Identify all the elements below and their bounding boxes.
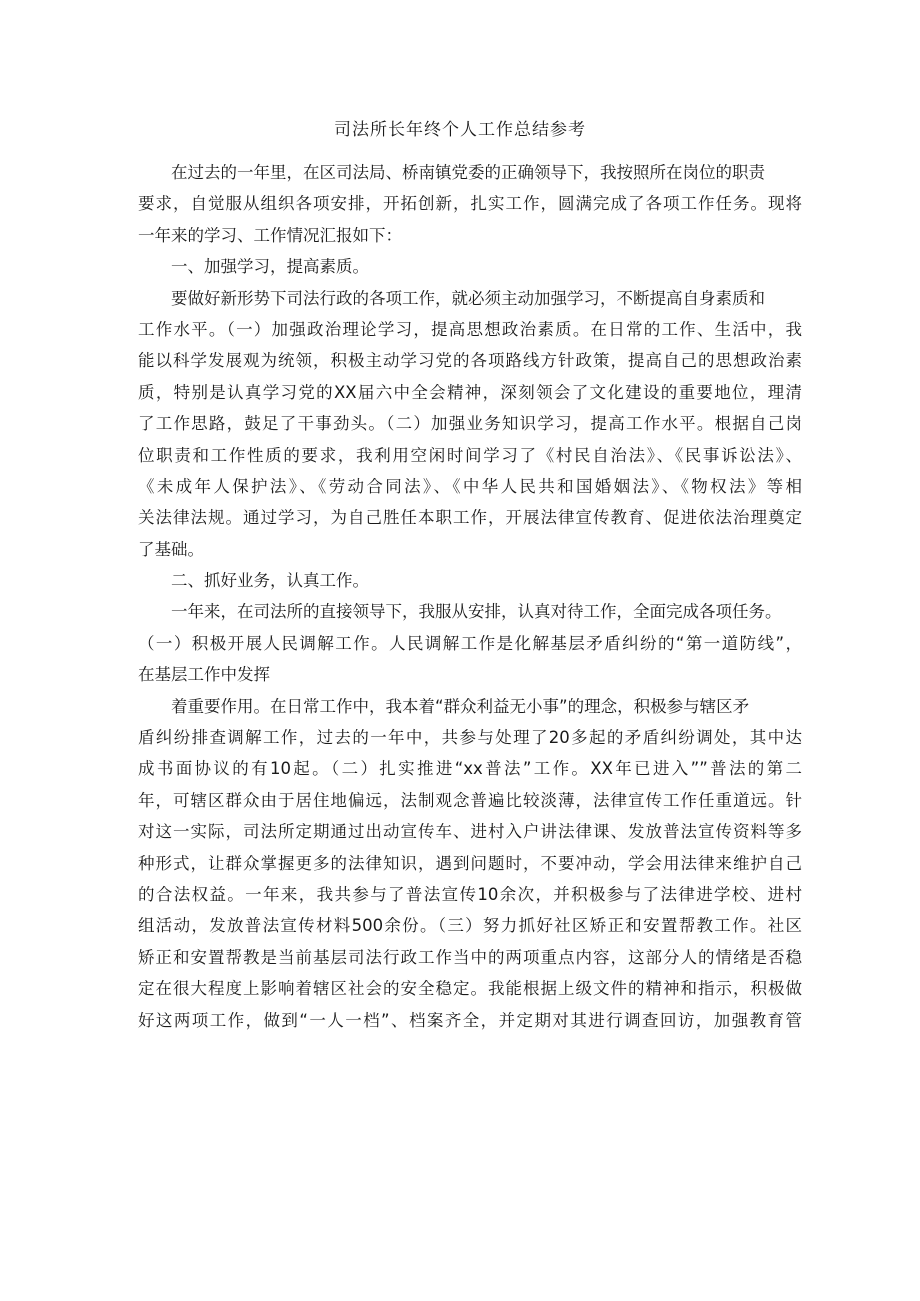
paragraph-line: 种形式，让群众掌握更多的法律知识，遇到问题时，不要冲动，学会用法律来维护自己 [138,853,802,873]
paragraph-line: （一）积极开展人民调解工作。人民调解工作是化解基层矛盾纠纷的“第一道防线”， [138,633,802,653]
paragraph-line: 好这两项工作，做到“一人一档”、档案齐全，并定期对其进行调查回访，加强教育管 [138,1010,802,1030]
paragraph-line: 对这一实际，司法所定期通过出动宣传车、进村入户讲法律课、发放普法宣传资料等多 [138,822,802,842]
paragraph-line: 质，特别是认真学习党的XX届六中全会精神，深刻领会了文化建设的重要地位，理清 [138,382,802,402]
paragraph-line: 的合法权益。一年来，我共参与了普法宣传10余次，并积极参与了法律进学校、进村 [138,884,802,904]
paragraph-line: 一年来，在司法所的直接领导下，我服从安排，认真对待工作，全面完成各项任务。 [138,602,782,622]
paragraph-line: 了基础。 [138,539,204,559]
paragraph-line: 关法律法规。通过学习，为自己胜任本职工作，开展法律宣传教育、促进依法治理奠定 [138,508,802,528]
paragraph-line: 位职责和工作性质的要求，我利用空闲时间学习了《村民自治法》、《民事诉讼法》、 [138,445,802,465]
paragraph-line: 盾纠纷排查调解工作，过去的一年中，共参与处理了20多起的矛盾纠纷调处，其中达 [138,728,802,748]
paragraph-line: 了工作思路，鼓足了干事劲头。（二）加强业务知识学习，提高工作水平。根据自己岗 [138,414,802,434]
paragraph-line: 《未成年人保护法》、《劳动合同法》、《中华人民共和国婚姻法》、《物权法》等相 [138,476,802,496]
section-heading: 一、加强学习，提高素质。 [138,257,369,277]
paragraph-line: 要做好新形势下司法行政的各项工作，就必须主动加强学习，不断提高自身素质和 [138,288,765,308]
paragraph-line: 工作水平。（一）加强政治理论学习，提高思想政治素质。在日常的工作、生活中，我 [138,319,802,339]
paragraph-line: 成书面协议的有10起。（二）扎实推进“xx普法”工作。XX年已进入””普法的第二 [138,759,802,779]
paragraph-line: 在过去的一年里，在区司法局、桥南镇党委的正确领导下，我按照所在岗位的职责 [138,163,765,182]
paragraph-line: 组活动，发放普法宣传材料500余份。（三）努力抓好社区矫正和安置帮教工作。社区 [138,916,802,936]
paragraph-line: 能以科学发展观为统领，积极主动学习党的各项路线方针政策，提高自己的思想政治素 [138,351,802,371]
paragraph-line: 定在很大程度上影响着辖区社会的安全稳定。我能根据上级文件的精神和指示，积极做 [138,979,802,999]
paragraph-line: 在基层工作中发挥 [138,665,270,685]
document-title: 司法所长年终个人工作总结参考 [334,120,586,140]
paragraph-line: 矫正和安置帮教是当前基层司法行政工作当中的两项重点内容，这部分人的情绪是否稳 [138,947,802,967]
paragraph-line: 年，可辖区群众由于居住地偏远，法制观念普遍比较淡薄，法律宣传工作任重道远。针 [138,790,802,810]
paragraph-line: 要求，自觉服从组织各项安排，开拓创新，扎实工作，圆满完成了各项工作任务。现将 [138,194,802,214]
document-body [138,157,802,1036]
paragraph-line: 一年来的学习、工作情况汇报如下： [138,225,402,245]
section-heading: 二、抓好业务，认真工作。 [138,571,369,591]
paragraph-line: 着重要作用。在日常工作中，我本着“群众利益无小事”的理念，积极参与辖区矛 [138,696,750,716]
